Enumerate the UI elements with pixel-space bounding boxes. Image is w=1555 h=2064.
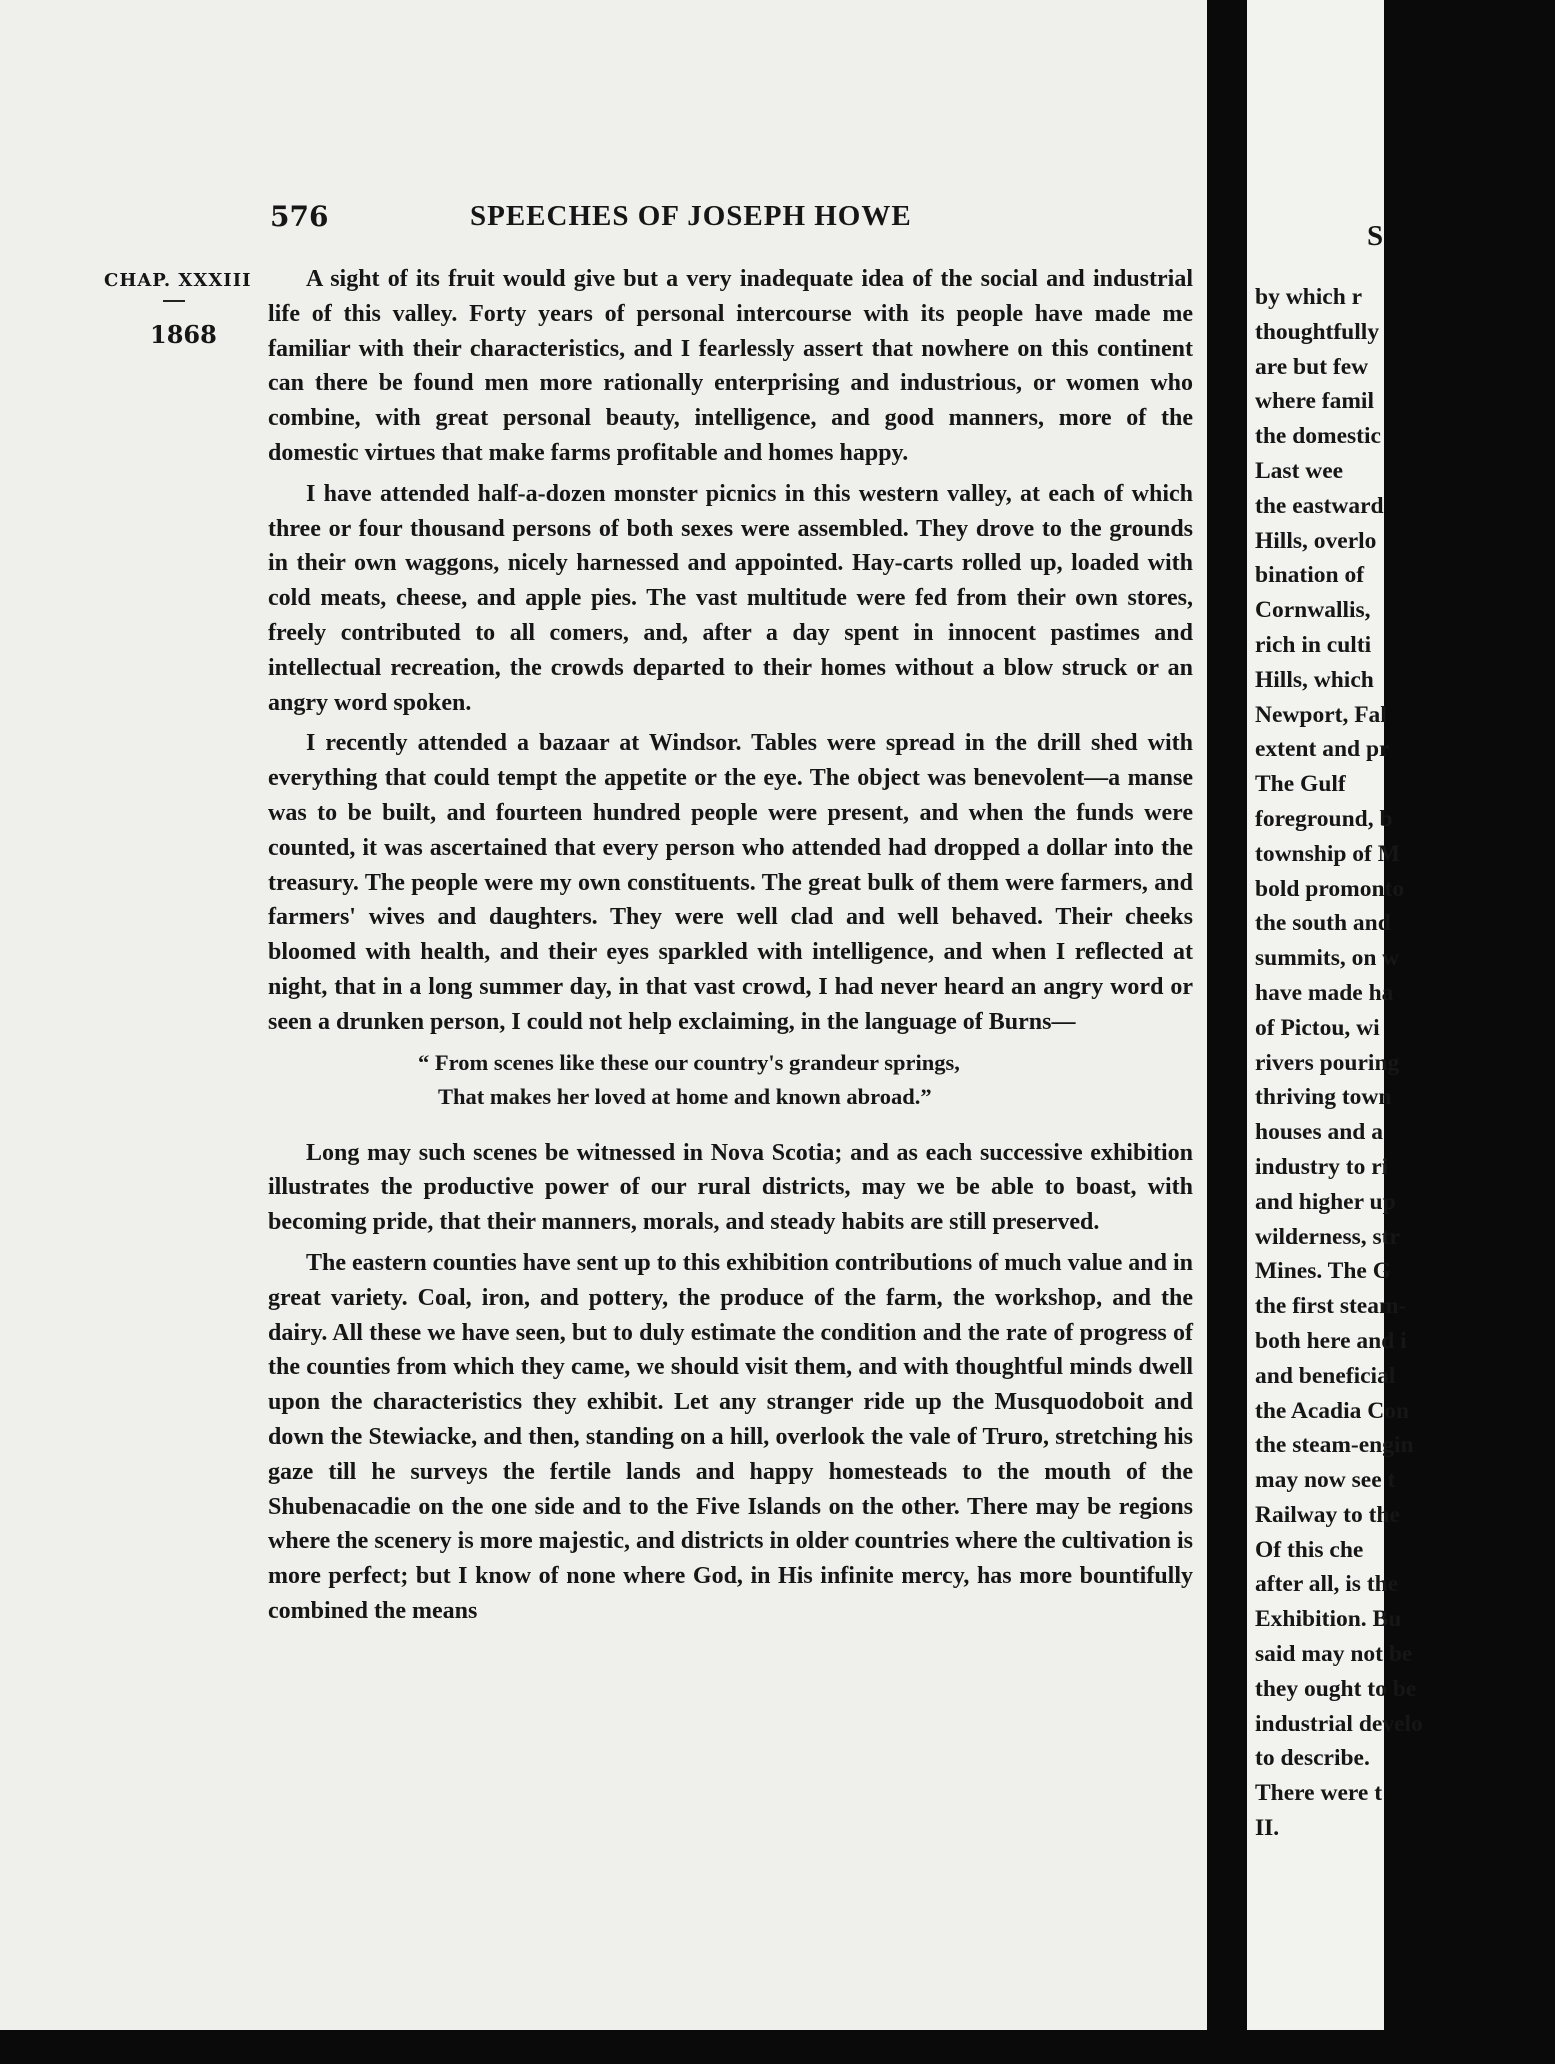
right-page-line: rivers pouring (1255, 1049, 1400, 1076)
right-page-line: industrial develo (1255, 1710, 1423, 1737)
margin-dash (163, 300, 185, 302)
margin-chapter-label: CHAP. XXXIII (104, 270, 252, 291)
right-page-line: wilderness, str (1255, 1223, 1400, 1250)
paragraph: The eastern counties have sent up to this exhibition contributions of much value and in great variety. Coal, iron, and pottery, the produce of the farm, the workshop, and the dairy. All these we have seen, but to duly estimate the condition and the rate of progress of the counties from which they came, we should visit them, and with thoughtful minds dwell upon the characteristics they exhibit. Let any stranger ride up the Musquodoboit and down the Stewiacke, and then, standing on a hill, overlook the vale of Truro, stretching his gaze till he surveys the fertile lands and happy homesteads to the mouth of the Shubenacadie on the one side and to the Five Islands on the other. There may be regions where the scenery is more majestic, and districts in older countries where the cultivation is more perfect; but I know of none where God, in His infinite mercy, has more bountifully combined the means (268, 1249, 1193, 1624)
right-page-line: Newport, Fal (1255, 701, 1387, 728)
right-page-line: Cornwallis, (1255, 597, 1371, 624)
margin-year: 1868 (150, 320, 217, 349)
body-text (268, 262, 1193, 1635)
right-page-line: the first steam- (1255, 1293, 1407, 1320)
right-page-line: after all, is the (1255, 1571, 1399, 1598)
right-page-line: the domestic (1255, 423, 1381, 450)
right-page-line: II. (1255, 1815, 1280, 1842)
right-page-line: and higher up (1255, 1188, 1396, 1215)
right-page-line: industry to ri (1255, 1153, 1389, 1180)
right-page-line: There were t (1255, 1780, 1383, 1807)
right-page-line: by which r (1255, 284, 1363, 310)
right-page-line: are but few (1255, 353, 1369, 380)
page-number: 576 (270, 200, 329, 233)
right-page-line: summits, on w (1255, 945, 1400, 972)
right-page-line: both here and i (1255, 1327, 1407, 1354)
right-page-line: township of M (1255, 840, 1400, 867)
page-header (0, 200, 1207, 248)
right-page-line: foreground, b (1255, 805, 1393, 832)
paragraph: I recently attended a bazaar at Windsor. Tables were spread in the drill shed with everything that could tempt the appetite or the eye. The object was benevolent—a manse was to be built, and fourteen hundred people were present, and when the funds were counted, it was ascertained that every person who attended had dropped a dollar into the treasury. The people were my own constituents. The great bulk of them were farmers, and farmers' wives and daughters. They were well clad and well behaved. Their cheeks bloomed with health, and their eyes sparkled with intelligence, and when I reflected at night, that in a long summer day, in that vast crowd, I had never heard an angry word or seen a drunken person, I could not help exclaiming, in the language of Burns— (268, 730, 1193, 1035)
right-page-line: said may not be (1255, 1641, 1413, 1668)
right-page-line: Hills, overlo (1255, 527, 1377, 554)
right-page-line: the steam-engin (1255, 1432, 1414, 1459)
right-page-line: The Gulf (1255, 771, 1346, 798)
right-page-text (1255, 280, 1555, 1846)
quote-line: “ From scenes like these our country's grandeur springs, (418, 1049, 960, 1075)
right-page-header: S (1367, 220, 1384, 252)
right-page-line: they ought to be (1255, 1675, 1417, 1702)
right-page-line: bination of (1255, 562, 1365, 589)
paragraph: Long may such scenes be witnessed in Nova Scotia; and as each successive exhibition illustrates the productive power of our rural districts, may we be able to boast, with becoming pride, that their manners, morals, and steady habits are still preserved. (268, 1139, 1193, 1236)
poem-quote (268, 1046, 1193, 1114)
paragraph: A sight of its fruit would give but a very inadequate idea of the social and industrial life of this valley. Forty years of personal intercourse with its people have made me familiar with their characteristics, and I fearlessly assert that nowhere on this continent can there be found men more rationally enterprising and industrious, or women who combine, with great personal beauty, intelligence, and good manners, more of the domestic virtues that make farms profitable and homes happy. (268, 266, 1193, 466)
right-page-line: have made ha (1255, 979, 1394, 1006)
right-page-line: bold promonto (1255, 875, 1405, 902)
right-page-line: houses and a (1255, 1119, 1383, 1146)
right-page-line: Exhibition. Bu (1255, 1606, 1402, 1633)
right-page-line: thriving town (1255, 1084, 1392, 1111)
right-page-line: of Pictou, wi (1255, 1014, 1380, 1041)
right-page (1247, 0, 1423, 2030)
right-page-line: the Acadia Con (1255, 1397, 1410, 1424)
right-page-line: rich in culti (1255, 631, 1372, 658)
right-page-line: extent and pr (1255, 736, 1390, 763)
right-page-line: the eastward (1255, 492, 1384, 519)
running-title: SPEECHES OF JOSEPH HOWE (470, 200, 912, 232)
right-page-line: Of this che (1255, 1536, 1364, 1563)
right-page-line: Last wee (1255, 457, 1344, 484)
quote-line: That makes her loved at home and known abroad.” (438, 1083, 932, 1109)
right-page-line: the south and (1255, 910, 1391, 937)
right-page-line: thoughtfully (1255, 318, 1380, 345)
right-page-line: where famil (1255, 388, 1374, 415)
right-page-line: and beneficial (1255, 1362, 1396, 1389)
right-page-line: to describe. (1255, 1745, 1370, 1772)
right-page-line: Railway to the (1255, 1501, 1400, 1528)
right-page-line: may now see t (1255, 1467, 1396, 1494)
right-page-line: Hills, which (1255, 666, 1374, 693)
paragraph: I have attended half-a-dozen monster picnics in this western valley, at each of which three or four thousand persons of both sexes were assembled. They drove to the grounds in their own waggons, nicely harnessed and appointed. Hay-carts rolled up, loaded with cold meats, cheese, and apple pies. The vast multitude were fed from their own stores, freely contributed to all comers, and, after a day spent in innocent pastimes and intellectual recreation, the crowds departed to their homes without a blow struck or an angry word spoken. (268, 480, 1193, 716)
right-page-line: Mines. The G (1255, 1258, 1392, 1285)
